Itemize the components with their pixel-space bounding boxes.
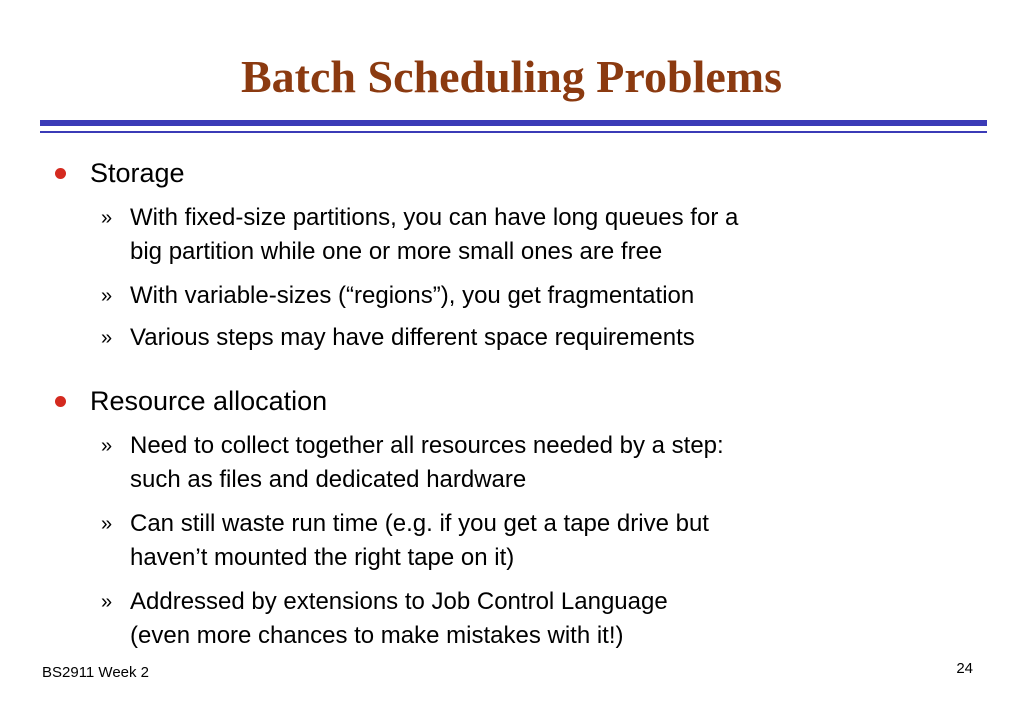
bullet-storage: Storage [90,158,185,188]
sub-bullet-text: Various steps may have different space requirements [130,324,695,351]
sub-bullet-marker-icon: » [101,435,113,457]
sub-bullet-marker-icon: » [101,285,113,307]
sub-bullet-text: Can still waste run time (e.g. if you get a tape drive but [130,510,709,537]
page-number: 24 [956,660,973,677]
footer-course: BS2911 Week 2 [42,664,150,681]
sub-bullet-marker-icon: » [101,513,113,535]
sub-bullet-text: Need to collect together all resources needed by a step: [130,432,724,459]
sub-bullet-text: haven’t mounted the right tape on it) [130,544,515,571]
sub-bullet-text: Addressed by extensions to Job Control Language [130,588,668,615]
sub-bullet-text: big partition while one or more small ones are free [130,238,663,265]
sub-bullet-marker-icon: » [101,207,113,229]
sub-bullet-text: such as files and dedicated hardware [130,466,527,493]
sub-bullet-marker-icon: » [101,327,113,349]
sub-bullet-text: (even more chances to make mistakes with it!) [130,622,624,649]
bullet-dot-icon [55,168,66,179]
slide-title: Batch Scheduling Problems [241,51,782,102]
bullet-dot-icon [55,396,66,407]
sub-bullet-marker-icon: » [101,591,113,613]
sub-bullet-text: With fixed-size partitions, you can have long queues for a [130,204,739,231]
bullet-resource-allocation: Resource allocation [90,386,328,416]
sub-bullet-text: With variable-sizes (“regions”), you get fragmentation [130,282,695,309]
